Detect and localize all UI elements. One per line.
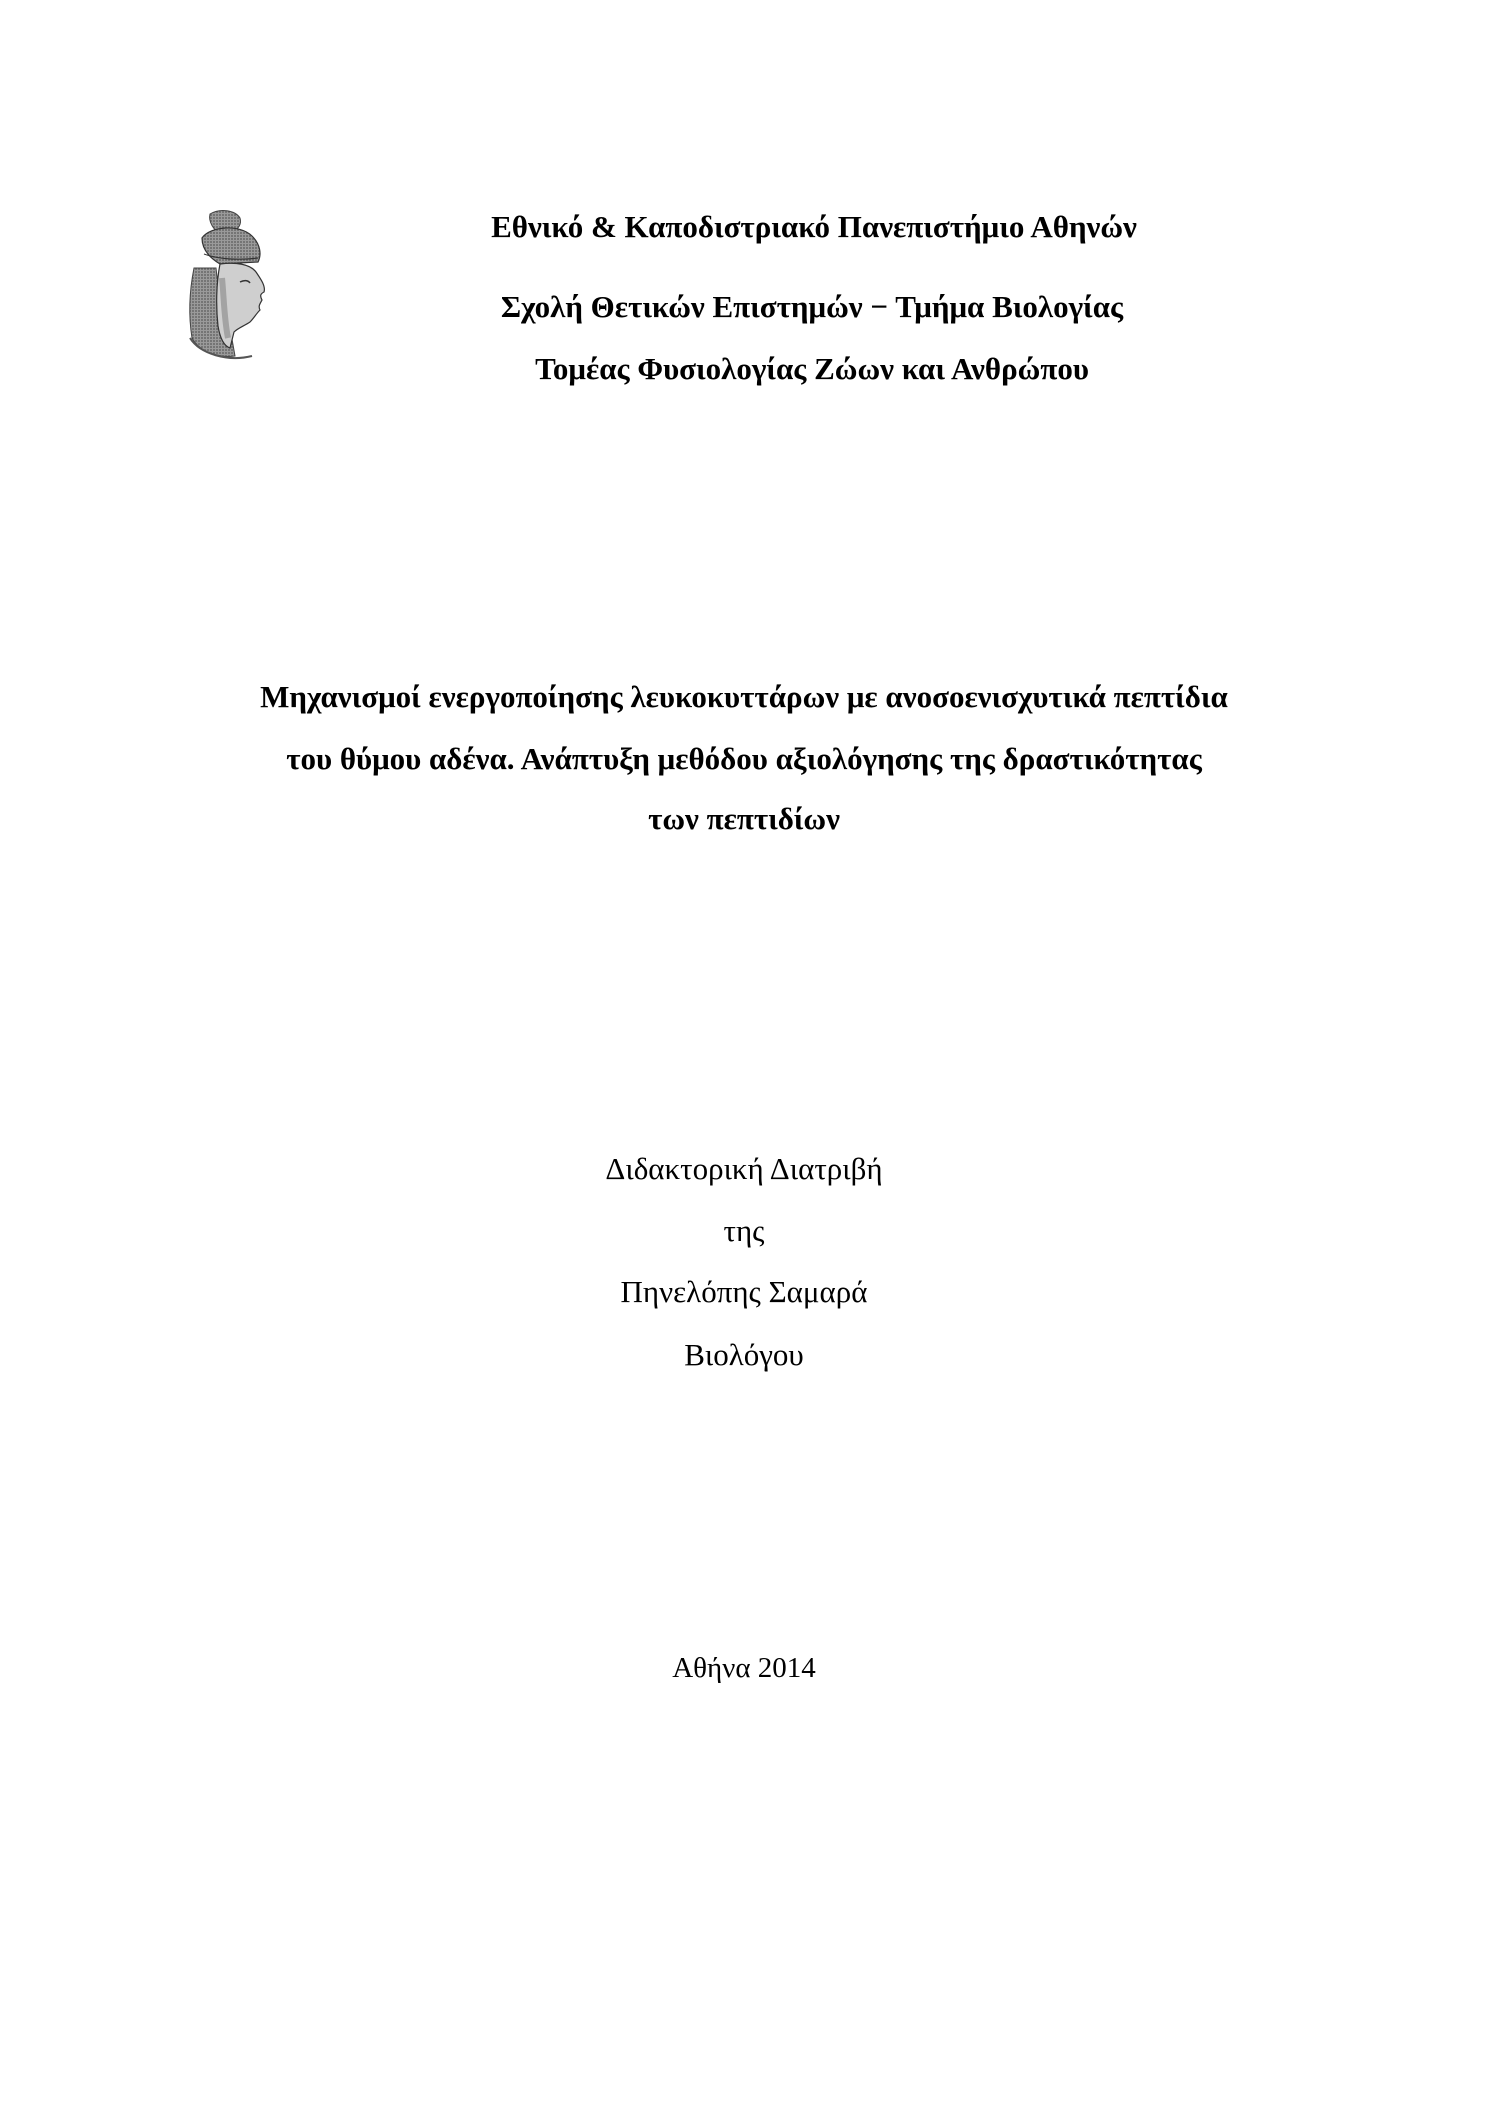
author-preposition: της [723, 1213, 765, 1248]
thesis-title-line-1: Μηχανισμοί ενεργοποίησης λευκοκυττάρων με ανοσοενισχυτικά πεπτίδια [260, 679, 1228, 714]
thesis-title-line-2: του θύμου αδένα. Ανάπτυξη μεθόδου αξιολόγησης της δραστικότητας [286, 741, 1202, 776]
document-type: Διδακτορική Διατριβή [605, 1151, 883, 1186]
thesis-title-line-3: των πεπτιδίων [648, 801, 840, 836]
section-name: Τομέας Φυσιολογίας Ζώων και Ανθρώπου [535, 351, 1089, 386]
university-name: Εθνικό & Καποδιστριακό Πανεπιστήμιο Αθηνών [491, 209, 1137, 244]
author-title: Βιολόγου [684, 1337, 804, 1372]
author-name: Πηνελόπης Σαμαρά [620, 1274, 868, 1309]
school-department: Σχολή Θετικών Επιστημών − Τμήμα Βιολογίας [500, 289, 1124, 324]
place-year: Αθήνα 2014 [672, 1652, 816, 1684]
